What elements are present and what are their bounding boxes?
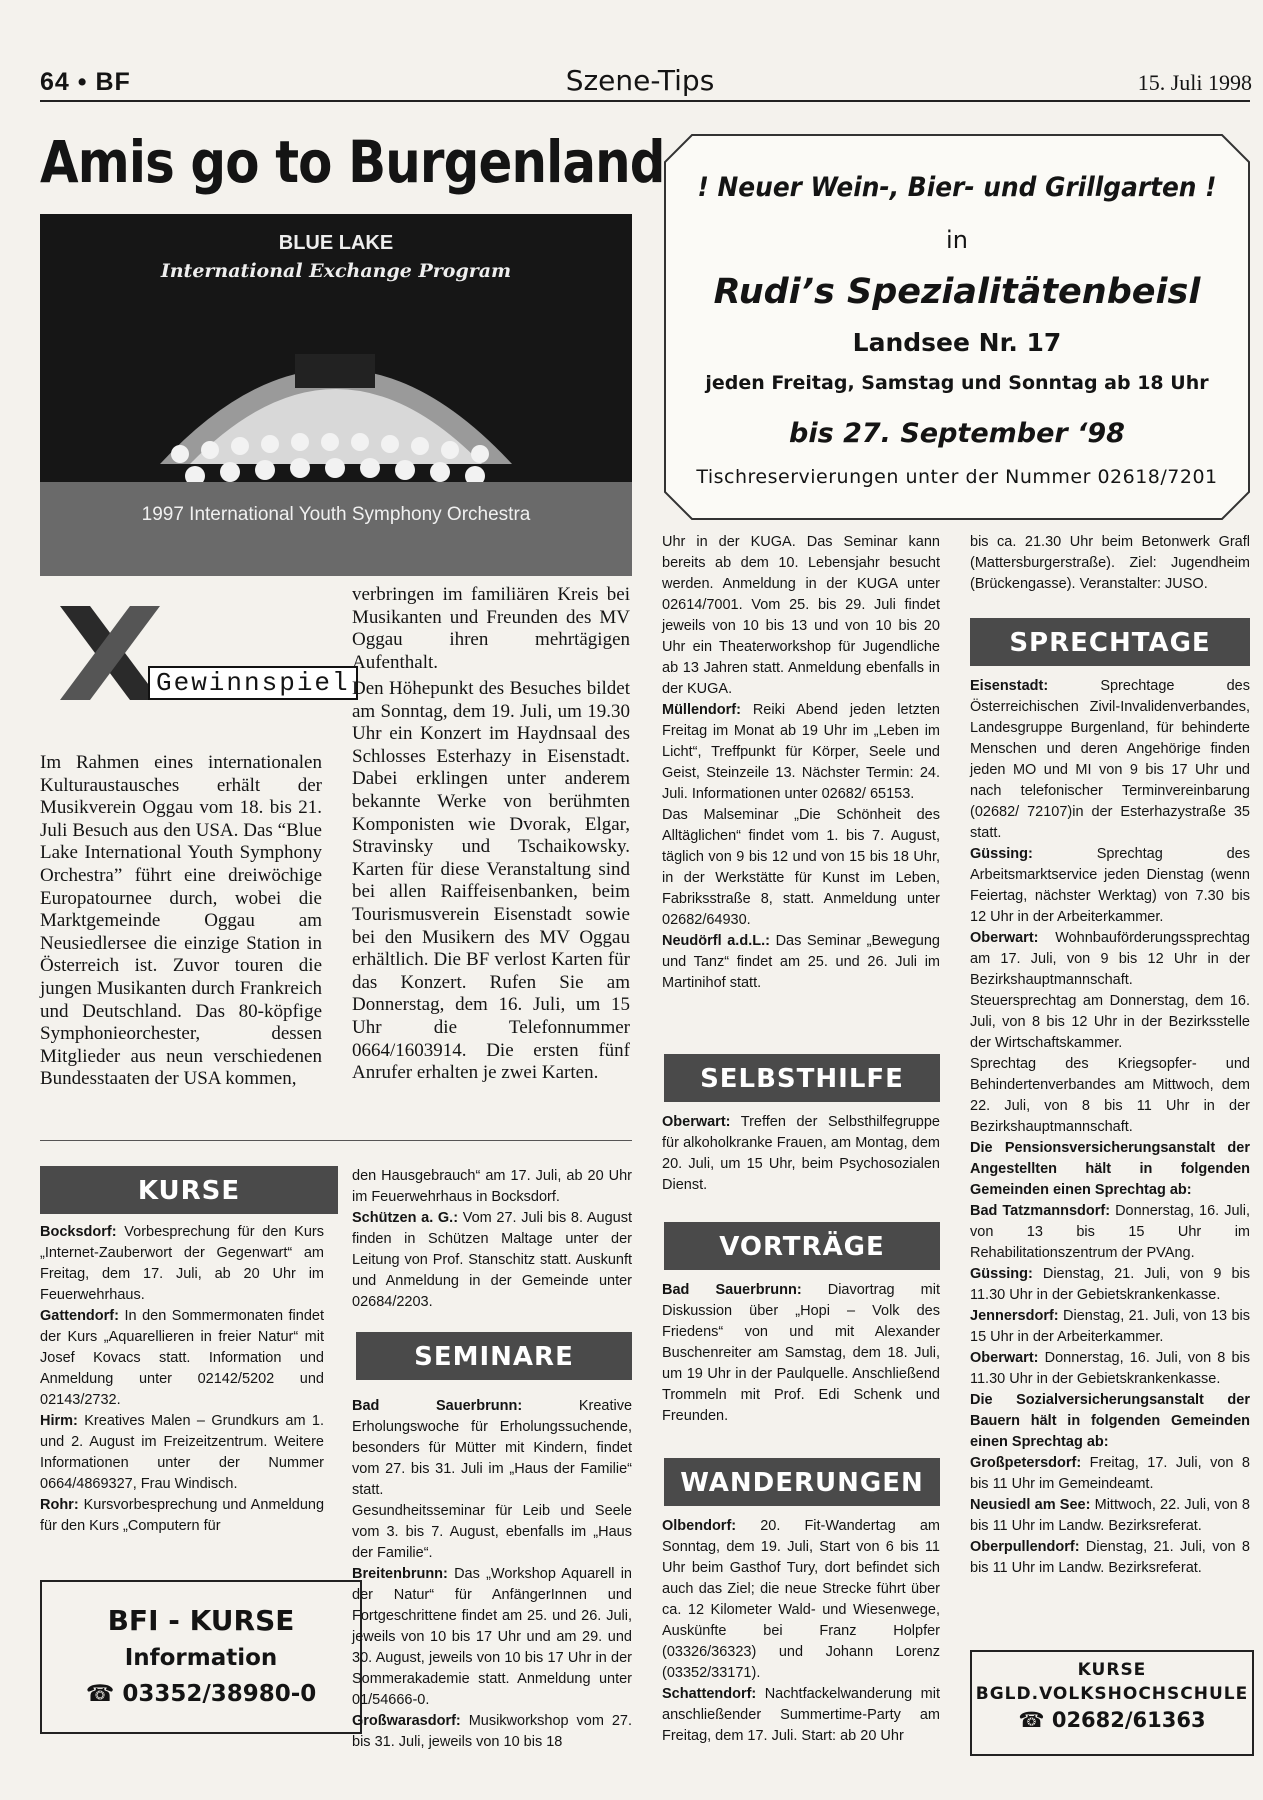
bfi-title: BFI - KURSE (107, 1604, 295, 1637)
issue-date: 15. Juli 1998 (1137, 70, 1252, 95)
photo-subtitle: International Exchange Program (160, 260, 512, 282)
list-item: Uhr in der KUGA. Das Seminar kann bereits ab dem 10. Lebensjahr besucht werden. Anmeldung in der KUGA unter 02614/7001. Vom 25. bis 29. Juli findet jeweils von 10 bis 13 und von 10 bis 20 Uhr ein Theaterworkshop für Jugendliche ab 13 Jahren statt. Anmeldung ebenfalls in der KUGA. (662, 534, 940, 697)
article-column-1: Im Rahmen eines internationalen Kulturaustausches erhält der Musikverein Oggau vom 18. bis 21. Juli Besuch aus den USA. Das “Blue Lake International Youth Symphony Orchestra” führt eine dreiwöchige Europatournee durch, wobei die Marktgemeinde Oggau am Neusiedlersee die einzige Station in Österreich ist. Zuvor touren die jungen Musikanten durch Frankreich und Deutschland. Das 80-köpfige Symphonieorchester, dessen Mitglieder aus neun verschiedenen Bundesstaaten der USA kommen, (40, 752, 322, 1090)
ad-in: in (946, 226, 968, 254)
sprechtage-list (970, 676, 1250, 1579)
wanderungen-list (662, 1516, 940, 1747)
list-item: Bad Sauerbrunn: Kreative Erholungswoche für Erholungssuchende, besonders für Mütter mit Kindern, findet vom 27. bis 31. Juli im „Haus der Familie“ statt. (352, 1398, 633, 1498)
list-item: Das Malseminar „Die Schönheit des Alltäglichen“ findet vom 1. bis 7. August, täglich von 9 bis 12 und von 15 bis 18 Uhr, in der Werkstätte für Kunst im Leben, Fabriksstraße 8, statt. Anmeldung unter 02682/64930. (662, 807, 940, 928)
article-column-2b: Den Höhepunkt des Besuches bildet am Sonntag, dem 19. Juli, um 19.30 Uhr ein Konzert im Haydnsaal des Schlosses Esterhazy in Eisenstadt. Dabei erklingen unter anderem bekannte Werke von berühmten Komponisten wie Dvorak, Elgar, Stravinsky und Tschaikowsky. Karten für diese Veranstaltung sind bei allen Raiffeisenbanken, beim Tourismusverein Eisenstadt sowie bei den Musikern des MV Oggau erhältlich. Die BF verlost Karten für das Konzert. Rufen Sie am Donnerstag, dem 16. Juli, um 15 Uhr die Telefonnummer 0664/1603914. Die ersten fünf Anrufer erhalten je zwei Karten. (352, 678, 630, 1084)
list-item: Oberwart: Treffen der Selbsthilfegruppe für alkoholkranke Frauen, am Montag, dem 20. Juli, um 15 Uhr, beim Psychosozialen Dienst. (662, 1114, 940, 1193)
list-item: Güssing: Sprechtag des Arbeitsmarktservice jeden Dienstag (wenn Feiertag, nächster Werktag) von 7.30 bis 12 Uhr in der Arbeiterkammer. (970, 846, 1250, 925)
section-seminare: SEMINARE (356, 1332, 632, 1380)
vortraege-list (662, 1280, 940, 1427)
orchestra-photo (40, 214, 632, 576)
kurse-list (40, 1222, 324, 1537)
list-item: Die Pensionsversicherungsanstalt der Angestellten hält in folgenden Gemeinden einen Sprechtag ab: (970, 1140, 1250, 1198)
page-number: 64 • BF (40, 68, 131, 96)
list-item: Die Sozialversicherungsanstalt der Bauern hält in folgenden Gemeinden einen Sprechtag ab: (970, 1392, 1250, 1450)
list-item: Steuersprechtag am Donnerstag, dem 16. Juli, von 8 bis 12 Uhr in der Bezirksstelle der Wirtschaftskammer. (970, 993, 1250, 1051)
list-item: den Hausgebrauch“ am 17. Juli, ab 20 Uhr im Feuerwehrhaus in Bocksdorf. (352, 1168, 632, 1205)
photo-caption: 1997 International Youth Symphony Orchestra (141, 504, 531, 525)
article-rule (40, 1140, 632, 1141)
list-item: Bocksdorf: Vorbesprechung für den Kurs „Internet-Zauberwort der Gegenwart“ am Freitag, dem 17. Juli, ab 20 Uhr im Feuerwehrhaus. (40, 1224, 324, 1303)
section-title: Szene-Tips (565, 64, 715, 97)
list-item: Olbendorf: 20. Fit-Wandertag am Sonntag, dem 19. Juli, Start von 6 bis 11 Uhr beim Gasthof Tury, dort befindet sich auch das Ziel; die neue Strecke führt über ca. 12 Kilometer Wald- und Wiesenwege, Auskünfte bei Franz Holpfer (03326/36323) und Johann Lorenz (03352/33171). (662, 1518, 941, 1681)
list-item: Gesundheitsseminar für Leib und Seele vom 3. bis 7. August, ebenfalls im „Haus der Familie“. (352, 1503, 632, 1561)
list-item: Oberwart: Wohnbauförderungssprechtag am 17. Juli, von 9 bis 12 Uhr in der Bezirkshauptmannschaft. (970, 930, 1250, 988)
bfi-ad (40, 1580, 362, 1734)
list-item: Hirm: Kreatives Malen – Grundkurs am 1. und 2. August im Freizeitzentrum. Weitere Informationen unter der Nummer 0664/4869327, Frau Windisch. (40, 1413, 325, 1492)
section-kurse: KURSE (40, 1166, 338, 1214)
bfi-subtitle: Information (124, 1645, 278, 1671)
list-item: Gattendorf: In den Sommermonaten findet der Kurs „Aquarellieren in freier Natur“ mit Josef Kovacs statt. Information und Anmeldung unter 02142/5202 und 02143/2732. (40, 1308, 325, 1408)
list-item: Bad Tatzmannsdorf: Donnerstag, 16. Juli, von 13 bis 15 Uhr im Rehabilitationszentrum der PVAng. (970, 1203, 1250, 1261)
contest-label: Gewinnspiel (148, 666, 358, 700)
vhs-title: KURSE (1077, 1660, 1147, 1680)
column-4-top (970, 532, 1250, 595)
section-wanderungen: WANDERUNGEN (664, 1458, 940, 1506)
list-item: Oberwart: Donnerstag, 16. Juli, von 8 bis 11.30 Uhr in der Gebietskrankenkasse. (970, 1350, 1251, 1387)
ad-tagline: ! Neuer Wein-, Bier- und Grillgarten ! (697, 172, 1217, 203)
ad-opening-days: jeden Freitag, Samstag und Sonntag ab 18 Uhr (705, 372, 1209, 394)
list-item: Großwarasdorf: Musikworkshop vom 27. bis 31. Juli, jeweils von 10 bis 18 (352, 1713, 632, 1750)
seminare-list (352, 1396, 632, 1753)
selbsthilfe-list (662, 1112, 940, 1196)
ad-reservation: Tischreservierungen unter der Nummer 02618/7201 (696, 466, 1218, 488)
list-item: Großpetersdorf: Freitag, 17. Juli, von 8 bis 11 Uhr im Gemeindeamt. (970, 1455, 1250, 1492)
list-item: Rohr: Kursvorbesprechung und Anmeldung für den Kurs „Computern für (40, 1497, 325, 1534)
kurse-continued (352, 1166, 632, 1313)
list-item: Jennersdorf: Dienstag, 21. Juli, von 13 bis 15 Uhr in der Arbeiterkammer. (970, 1308, 1250, 1345)
ad-restaurant-name: Rudi’s Spezialitätenbeisl (713, 272, 1201, 312)
list-item: Schattendorf: Nachtfackelwanderung mit anschließender Summertime-Party am Freitag, dem 17. Juli. Start: ab 20 Uhr (662, 1686, 940, 1744)
header-rule (40, 100, 1250, 102)
column-3-top (662, 532, 940, 994)
vhs-ad (970, 1650, 1254, 1756)
article-headline: Amis go to Burgenland (40, 128, 665, 196)
list-item: Eisenstadt: Sprechtage des Österreichischen Zivil-Invalidenverbandes, Landesgruppe Burgenland, für behinderte Menschen und deren Angehörige finden jeden MO und MI von 9 bis 17 Uhr und nach telefonischer Terminvereinbarung (02682/ 72107)in der Esterhazystraße 35 statt. (970, 678, 1250, 841)
list-item: Schützen a. G.: Vom 27. Juli bis 8. August finden in Schützen Maltage unter der Leitung von Prof. Stanschitz statt. Auskunft und Anmeldung in der Gemeinde unter 02684/2203. (352, 1210, 632, 1310)
list-item: Neudörfl a.d.L.: Das Seminar „Bewegung und Tanz“ findet am 25. und 26. Juli im Martinihof statt. (662, 933, 940, 991)
section-sprechtage: SPRECHTAGE (970, 618, 1250, 666)
photo-title: BLUE LAKE (278, 232, 394, 254)
list-item: Bad Sauerbrunn: Diavortrag mit Diskussion über „Hopi – Volk des Friedens“ von und mit Alexander Buschenreiter am Samstag, dem 18. Juli, um 19 Uhr in der Paulquelle. Anschließend Trommeln mit Prof. Edi Schenk und Freunden. (662, 1282, 940, 1424)
section-vortraege: VORTRÄGE (664, 1222, 940, 1270)
section-selbsthilfe: SELBSTHILFE (664, 1054, 940, 1102)
ad-until: bis 27. September ‘98 (789, 418, 1125, 449)
list-item: Sprechtag des Kriegsopfer- und Behindertenverbandes am Mittwoch, dem 22. Juli, von 8 bis 11 Uhr in der Bezirkshauptmannschaft. (970, 1056, 1250, 1135)
list-item: Breitenbrunn: Das „Workshop Aquarell in der Natur“ für AnfängerInnen und Fortgeschrittene findet am 25. und 26. Juli, jeweils von 10 bis 17 Uhr und am 29. und 30. August, jeweils von 10 bis 17 Uhr in der Sommerakademie statt. Anmeldung unter 01/54666-0. (352, 1566, 632, 1708)
ad-address: Landsee Nr. 17 (852, 328, 1062, 357)
article-column-2a: verbringen im familiären Kreis bei Musikanten und Freunden des MV Oggau ihren mehrtägigen Aufenthalt. (352, 584, 630, 673)
vhs-phone: ☎ 02682/61363 (1018, 1708, 1206, 1732)
list-item: Oberpullendorf: Dienstag, 21. Juli, von 8 bis 11 Uhr im Landw. Bezirksreferat. (970, 1539, 1250, 1576)
bfi-phone: ☎ 03352/38980-0 (85, 1681, 317, 1707)
list-item: bis ca. 21.30 Uhr beim Betonwerk Grafl (Mattersburgerstraße). Ziel: Jugendheim (Brückengasse). Veranstalter: JUSO. (970, 534, 1250, 592)
list-item: Müllendorf: Reiki Abend jeden letzten Freitag im Monat ab 19 Uhr im „Leben im Licht“, Treffpunkt für Körper, Seele und Geist, Steinzeile 13. Nächster Termin: 24. Juli. Informationen unter 02682/ 65153. (662, 702, 940, 802)
vhs-name: BGLD.VOLKSHOCHSCHULE (975, 1684, 1249, 1704)
list-item: Güssing: Dienstag, 21. Juli, von 9 bis 11.30 Uhr in der Gebietskrankenkasse. (970, 1266, 1250, 1303)
list-item: Neusiedl am See: Mittwoch, 22. Juli, von 8 bis 11 Uhr im Landw. Bezirksreferat. (970, 1497, 1250, 1534)
